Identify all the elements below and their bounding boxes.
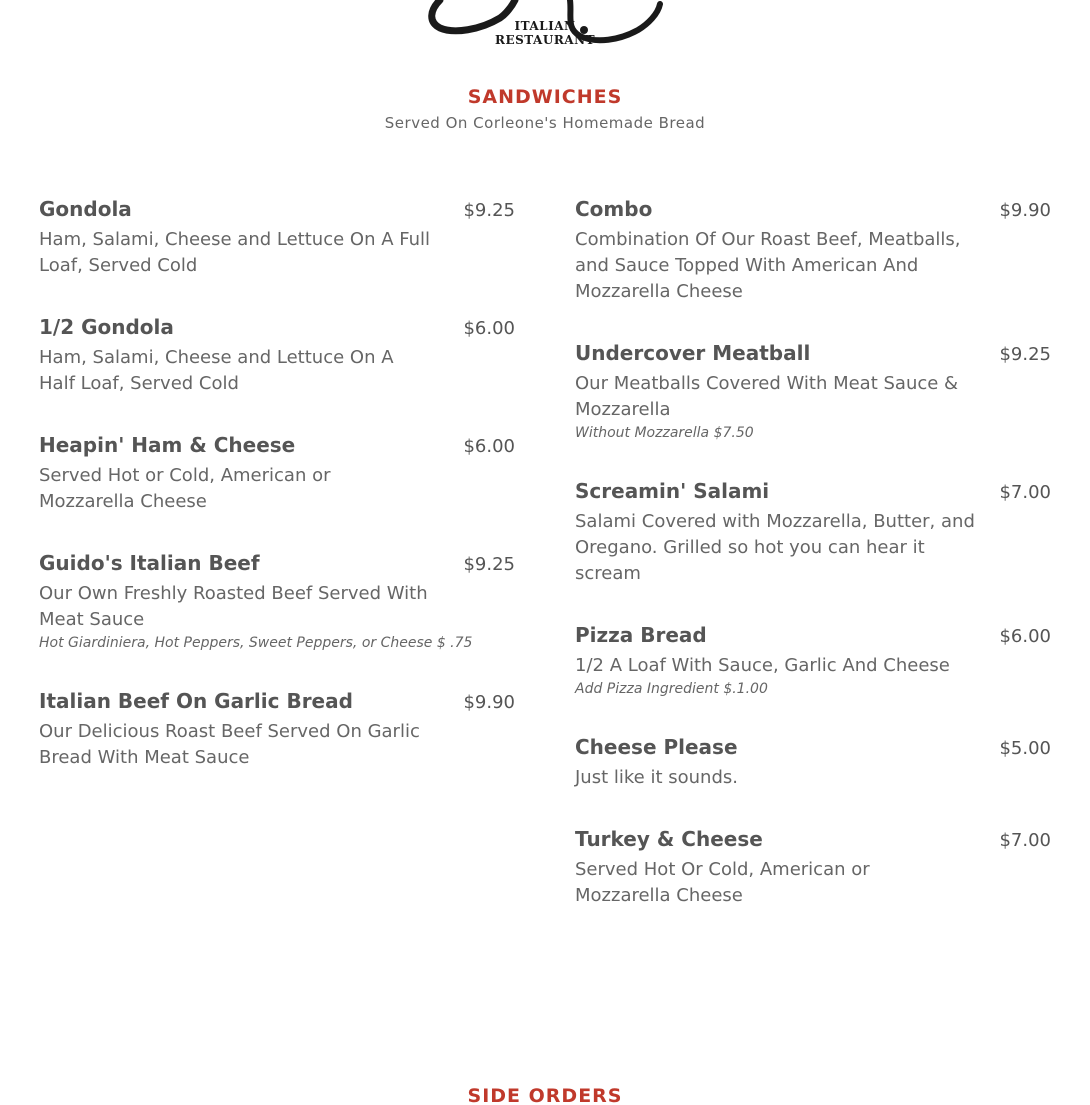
menu-item	[39, 313, 515, 397]
item-price: $6.00	[463, 318, 515, 339]
item-note: Hot Giardiniera, Hot Peppers, Sweet Peppers, or Cheese $ .75	[39, 635, 473, 651]
item-price: $9.25	[463, 554, 515, 575]
item-description: Just like it sounds.	[575, 767, 738, 788]
menu-item	[39, 431, 515, 515]
item-name: Gondola	[39, 197, 132, 221]
item-name: 1/2 Gondola	[39, 315, 174, 339]
item-note: Add Pizza Ingredient $.1.00	[575, 681, 768, 697]
item-price: $9.90	[463, 692, 515, 713]
logo-line-italian: ITALIAN	[514, 19, 576, 33]
item-description: Served Hot Or Cold, American or Mozzarella Cheese	[575, 859, 870, 906]
item-description: Ham, Salami, Cheese and Lettuce On A Half Loaf, Served Cold	[39, 347, 394, 394]
item-price: $9.25	[463, 200, 515, 221]
item-price: $7.00	[999, 830, 1051, 851]
menu-item	[575, 733, 1051, 791]
restaurant-logo[interactable]	[420, 0, 670, 50]
item-name: Turkey & Cheese	[575, 827, 763, 851]
menu-item	[575, 621, 1051, 699]
menu-column-right	[575, 195, 1051, 943]
item-name: Screamin' Salami	[575, 479, 770, 503]
item-price: $5.00	[999, 738, 1051, 759]
item-price: $9.25	[999, 344, 1051, 365]
menu-item	[575, 195, 1051, 305]
item-name: Cheese Please	[575, 735, 738, 759]
menu-column-left	[39, 195, 515, 805]
item-description: Our Own Freshly Roasted Beef Served With Meat Sauce	[39, 583, 428, 630]
menu-item	[39, 687, 515, 771]
item-description: Served Hot or Cold, American or Mozzarella Cheese	[39, 465, 331, 512]
item-description: 1/2 A Loaf With Sauce, Garlic And Cheese	[575, 655, 950, 676]
menu-item	[575, 339, 1051, 443]
menu-item	[575, 477, 1051, 587]
item-description: Our Meatballs Covered With Meat Sauce & Mozzarella	[575, 373, 959, 420]
item-name: Heapin' Ham & Cheese	[39, 433, 296, 457]
item-name: Combo	[575, 197, 653, 221]
item-name: Guido's Italian Beef	[39, 551, 260, 575]
logo-line-restaurant: RESTAURANT	[494, 33, 595, 47]
menu-item	[39, 549, 515, 653]
menu-item	[39, 195, 515, 279]
item-price: $6.00	[999, 626, 1051, 647]
item-description: Ham, Salami, Cheese and Lettuce On A Full Loaf, Served Cold	[39, 229, 431, 276]
item-name: Undercover Meatball	[575, 341, 811, 365]
item-price: $7.00	[999, 482, 1051, 503]
item-description: Our Delicious Roast Beef Served On Garlic Bread With Meat Sauce	[39, 721, 420, 768]
next-section-title: SIDE ORDERS	[467, 1085, 623, 1105]
item-note: Without Mozzarella $7.50	[575, 425, 754, 441]
item-description: Combination Of Our Roast Beef, Meatballs, and Sauce Topped With American And Mozzarella Cheese	[575, 229, 961, 302]
menu-item	[575, 825, 1051, 909]
section-title: SANDWICHES	[467, 86, 623, 108]
item-name: Italian Beef On Garlic Bread	[39, 689, 353, 713]
item-description: Salami Covered with Mozzarella, Butter, and Oregano. Grilled so hot you can hear it scream	[575, 511, 975, 584]
item-name: Pizza Bread	[575, 623, 707, 647]
item-price: $9.90	[999, 200, 1051, 221]
item-price: $6.00	[463, 436, 515, 457]
section-subtitle: Served On Corleone's Homemade Bread	[384, 114, 706, 132]
